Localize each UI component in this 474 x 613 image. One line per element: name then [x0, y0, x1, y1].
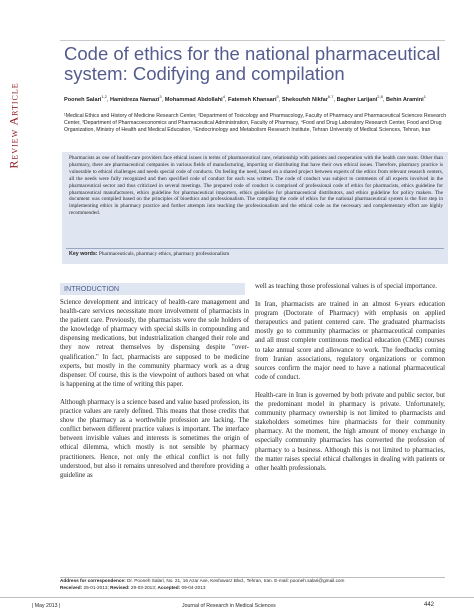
accepted-label: Accepted:	[157, 584, 181, 590]
affiliations: ¹Medical Ethics and History of Medicine Research Center, ²Department of Toxicology and Pharmacology, Faculty of Pharmacy and Pharmaceutical Sciences Research Center, ³Department of Pharmacoeconomics and Pharmaceutical Administration, Faculty of Pharmacy, ⁴Food and Drug Laboratory Research Center, Food and Drug Organization, Ministry of Health and Medical Education, ⁵Endocrinology and Metabolism Research Institute, Tehran University of Medical Sciences, Tehran, Iran	[64, 113, 447, 134]
keywords-label: Key words:	[69, 251, 98, 257]
revised-label: Revised:	[110, 584, 130, 590]
paragraph: well as teaching those professional values is of special importance.	[255, 283, 437, 290]
correspondence-label: Address for correspondence:	[60, 578, 126, 583]
keywords-line	[69, 251, 443, 258]
left-column	[60, 298, 249, 489]
article-dates	[60, 585, 446, 592]
author-name: Fatemeh Khansari$^5$	[228, 94, 279, 103]
article-type-label	[4, 60, 24, 190]
author-name: Shekoufeh Nikfar$^{6,7}$	[281, 94, 334, 103]
author-list: Pooneh Salari$^{1,2}$, Hamidreza Namazi$^3$, Mohammad Abdollahi$^4$, Fatemeh Khansari$^5$, Shekoufeh Nikfar$^{6,7}$, Bagher Larijani$^{2,8}$, Behin Aramini$^1$	[64, 94, 426, 103]
title-divider	[60, 40, 445, 41]
author-name: Hamidreza Namazi$^3$	[109, 94, 162, 103]
correspondence-text: Dr. Pooneh Salari, No. 21, 16 Azar Ave, Keshavarz Blvd., Tehran, Iran. E-mail: pooneh.salari@gmail.com	[126, 578, 345, 583]
article-title: Code of ethics for the national pharmaceutical system: Codifying and compilation	[64, 43, 441, 84]
section-heading-introduction: INTRODUCTION	[60, 283, 245, 295]
revised-date: 29-03-2013;	[130, 584, 157, 590]
right-column	[255, 282, 445, 482]
footer-divider	[0, 597, 474, 598]
author-name: Bagher Larijani$^{2,8}$	[336, 94, 383, 103]
keywords-divider	[66, 248, 444, 249]
footer-date: | May 2013 |	[32, 603, 61, 609]
received-label: Received:	[60, 584, 83, 590]
paragraph: Health-care in Iran is governed by both private and public sector, but the predominant model in pharmacy is private. Unfortunately, community pharmacy ownership is not limited to pharmacists and stakeholders sometimes hire pharmacists for their community pharmacy. At the moment, the high amount of money exchange in especially community pharmacies has converted the profession of pharmacy to a business. Although this is not limited to pharmacies, the matter raises special ethical challenges in dealing with patients or other health professionals.	[255, 391, 445, 472]
author-name: Mohammad Abdollahi$^4$	[164, 94, 225, 103]
page-number: 442	[424, 602, 435, 608]
keywords-value: Pharmaceuticals, pharmacy ethics, pharmacy professionalism	[98, 251, 230, 257]
paragraph: Science development and intricacy of health-care management and health-care services necessitate more involvement of pharmacists in the patient care. Previously, the pharmacists were the sole holders of the knowledge of pharmacy with special skills in compounding and dispensing medications, but industrialization changed their role and they now retreat themselves by dispensing despite "over-qualification." In fact, pharmacists are supposed to be medicine experts, but mostly in the community pharmacy work as a drug dispenser. Of course, this is the viewpoint of authors based on what is happening at the time of writing this paper.	[60, 299, 249, 388]
author-name: Behin Aramini$^1$	[385, 94, 426, 103]
accepted-date: 09-04-2013	[181, 584, 206, 590]
author-name: Pooneh Salari$^{1,2}$	[64, 94, 107, 103]
correspondence-address	[60, 578, 446, 585]
received-date: 25-01-2013;	[83, 584, 109, 590]
footer-journal-name: Journal of Research in Medical Sciences	[182, 603, 276, 609]
correspondence-block	[60, 578, 446, 591]
paragraph: Although pharmacy is a science based and value based profession, its practice values are rarely defined. This means that those credits that show the pharmacy as a worthwhile profession are lacking. The conflict between different practice values is important. The interface between invisible values and interests is sometimes the origin of ethical dilemma, which mostly is not sensible by pharmacy practitioners. Hence, not only the ethical conflict is not fully understood, but also it remains unresolved and therefore providing a guideline as	[60, 398, 249, 479]
abstract-text: Pharmacists as one of health-care providers face ethical issues in terms of pharmaceutical care, relationship with patients and cooperation with the health care team. Other than pharmacy, there are pharmaceutical companies in various fields of manufacturing, importing or distributing that have their own ethical issues. Therefore, pharmacy practice is vulnerable to ethical challenges and needs special code of conducts. On feeling the need, based on a shared project between experts of the ethics from relevant research centers, all the needs were fully recognized and then specified code of conduct for each was written. The code of conduct was subject to comments of all experts involved in the pharmaceutical sector and thus criticized in several meetings. The prepared code of conduct is comprised of professional code of ethics for pharmacists, ethics guideline for pharmaceutical manufacturers, ethics guideline for pharmaceutical importers, ethics guideline for pharmaceutical distributors, and ethics guideline for policy makers. The document was compiled based on the principles of bioethics and professionalism. The compiling the code of ethics for the national pharmaceutical system is the first step in implementing ethics in pharmacy practice and further attempts into teaching the professionalism and the ethical code as the necessary and complementary effort are highly recommended.	[69, 155, 443, 217]
paragraph: In Iran, pharmacists are trained in an almost 6-years education program (Doctorate of Pharmacy) with emphasis on applied therapeutics and patient centered care. The graduated pharmacists mostly go to community pharmacies or pharmaceutical companies and all must complete continuous medical education (CME) courses to take annual score and allowance to work. The feedbacks coming from Iranian associations, regulatory organizations or common sources confirm the major need to have a national pharmaceutical code of conduct.	[255, 301, 445, 381]
article-type-text: Review Article	[6, 81, 21, 169]
